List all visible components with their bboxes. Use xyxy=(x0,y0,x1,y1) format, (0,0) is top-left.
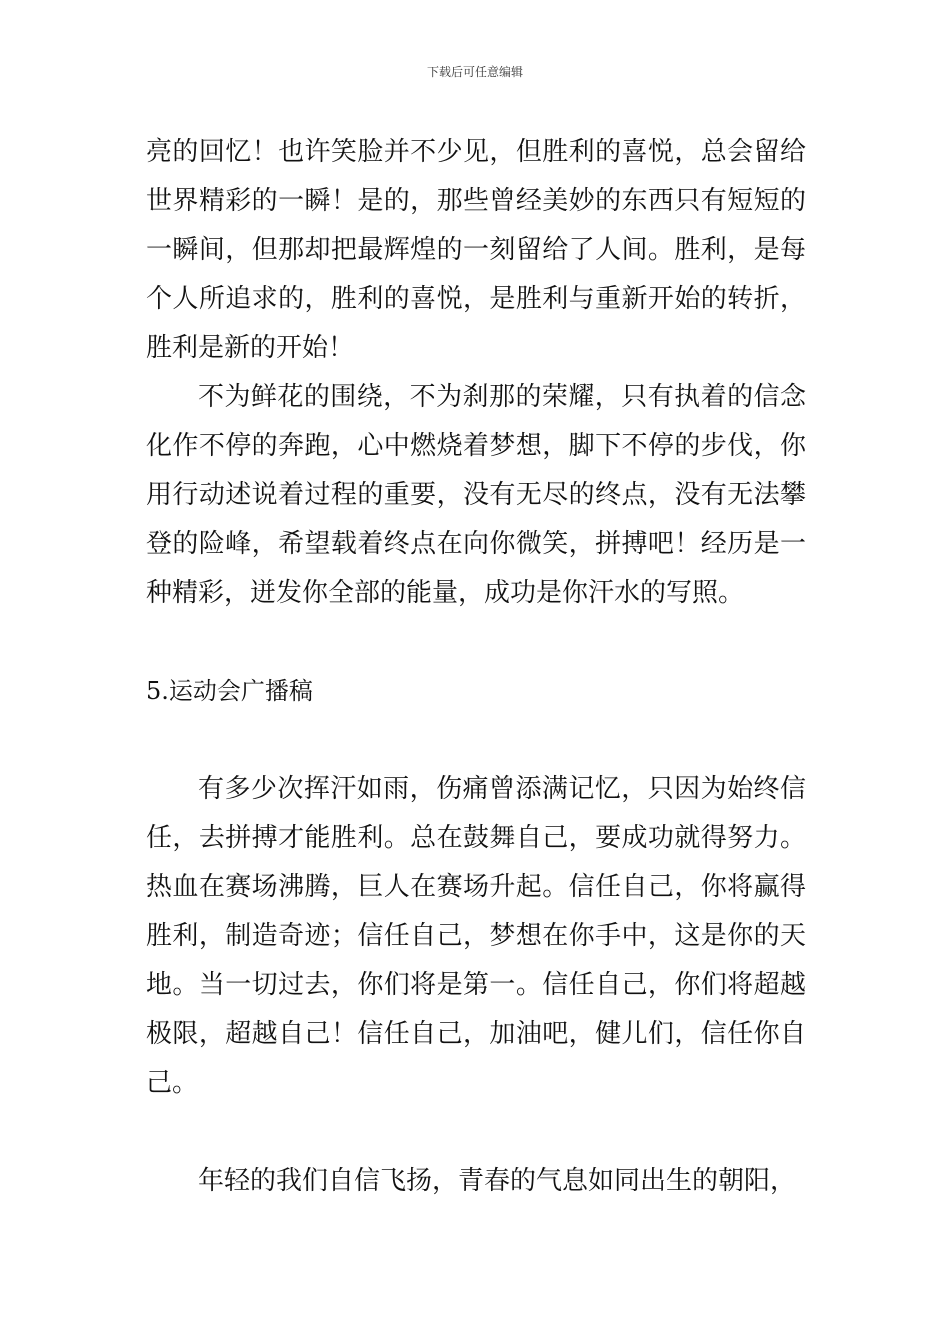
page-header: 下载后可任意编辑 xyxy=(426,65,523,79)
spacer xyxy=(146,716,806,765)
spacer xyxy=(146,618,806,667)
paragraph: 不为鲜花的围绕，不为刹那的荣耀，只有执着的信念化作不停的奔跑，心中燃烧着梦想，脚下不停的步伐，你用行动述说着过程的重要，没有无尽的终点，没有无法攀登的险峰，希望载着终点在向你微笑，拼搏吧！经历是一种精彩，迸发你全部的能量，成功是你汗水的写照。 xyxy=(146,382,806,608)
paragraph: 有多少次挥汗如雨，伤痛曾添满记忆，只因为始终信任，去拼搏才能胜利。总在鼓舞自己，要成功就得努力。热血在赛场沸腾，巨人在赛场升起。信任自己，你将赢得胜利，制造奇迹；信任自己，梦想在你手中，这是你的天地。当一切过去，你们将是第一。信任自己，你们将超越极限，超越自己！信任自己，加油吧，健儿们，信任你自己。 xyxy=(146,774,806,1098)
section-heading: 5.运动会广播稿 xyxy=(146,677,313,705)
paragraph-continued: 亮的回忆！也许笑脸并不少见，但胜利的喜悦，总会留给世界精彩的一瞬！是的，那些曾经美妙的东西只有短短的一瞬间，但那却把最辉煌的一刻留给了人间。胜利，是每个人所追求的，胜利的喜悦，是胜利与重新开始的转折，胜利是新的开始！ xyxy=(146,137,806,363)
paragraph-truncated: 年轻的我们自信飞扬，青春的气息如同出生的朝阳， xyxy=(198,1166,797,1196)
spacer xyxy=(146,1108,806,1157)
document-body xyxy=(146,128,806,1206)
